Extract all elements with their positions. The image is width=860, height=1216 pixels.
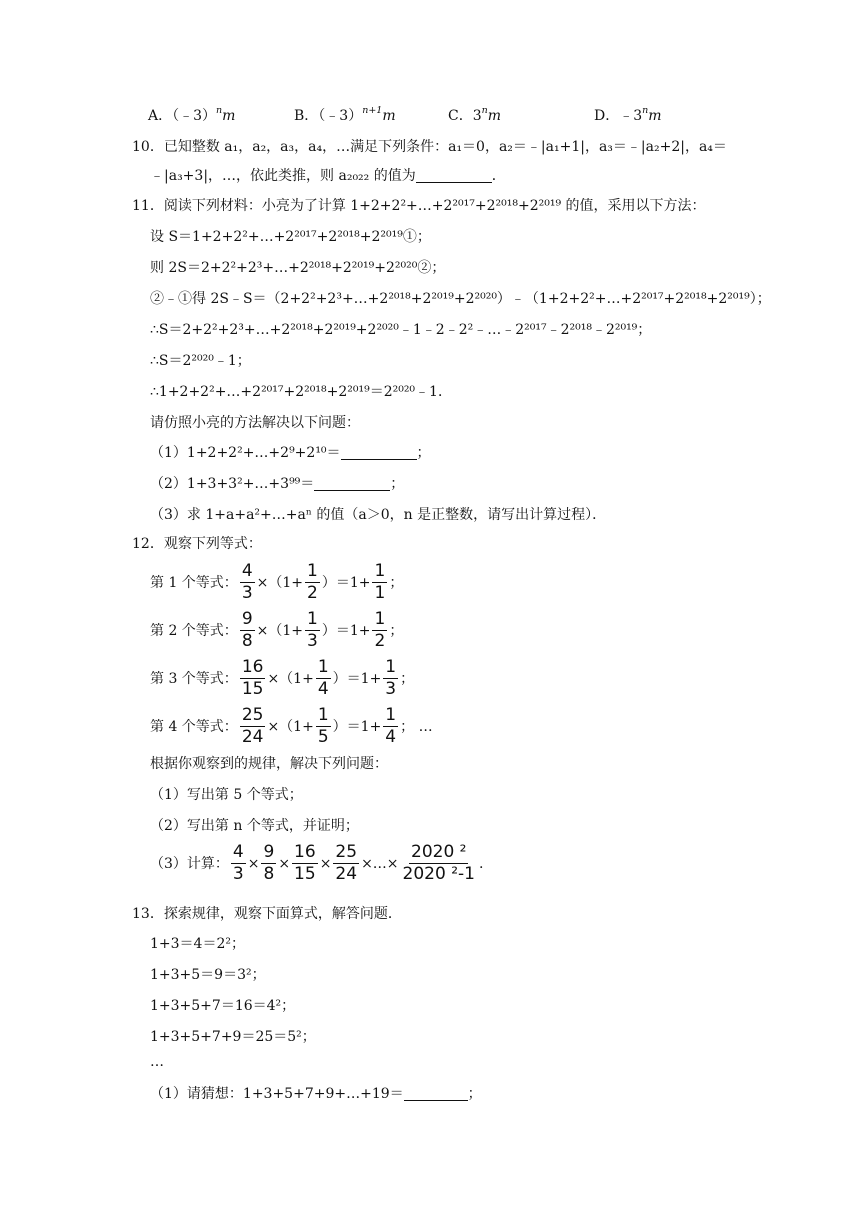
q12-eq-1: 第 1 个等式： $\frac{4}{3}$ ×（1+ $\frac{1}{2}$ ）＝1+ $\frac{1}{1}$ ； <box>150 561 404 603</box>
q12-rule: 根据你观察到的规律，解决下列问题： <box>150 756 388 772</box>
fraction: $\frac{1}{4}$ <box>385 705 397 747</box>
q10-answer-blank[interactable] <box>416 168 492 183</box>
q11-line2: 设 S＝1+2+2²+…+2²⁰¹⁷+2²⁰¹⁸+2²⁰¹⁹①； <box>150 229 431 245</box>
q12-eq-4: 第 4 个等式： $\frac{25}{24}$ ×（1+ $\frac{1}{5}$ ）＝1+ $\frac{1}{4}$ ； … <box>150 705 433 747</box>
q12-part1: （1）写出第 5 个等式； <box>150 787 303 803</box>
q11-line8: 请仿照小亮的方法解决以下问题： <box>150 415 360 431</box>
q11-line7: ∴1+2+2²+…+2²⁰¹⁷+2²⁰¹⁸+2²⁰¹⁹＝2²⁰²⁰﹣1． <box>150 384 452 400</box>
q11-line3: 则 2S＝2+2²+2³+…+2²⁰¹⁸+2²⁰¹⁹+2²⁰²⁰②； <box>150 260 446 276</box>
q9-option-a[interactable]: A．（﹣3）$^n$m <box>148 105 236 124</box>
q10-line2: ﹣|a₃+3|，…，依此类推，则 a₂₀₂₂ 的值为 ． <box>150 168 506 184</box>
fraction: $\frac{25}{24}$ <box>335 842 358 884</box>
q11-line1: 11．阅读下列材料：小亮为了计算 1+2+2²+…+2²⁰¹⁷+2²⁰¹⁸+2²⁰¹⁹ 的值，采用以下方法： <box>132 198 706 214</box>
fraction: $\frac{9}{8}$ <box>241 609 253 651</box>
q11-part1: （1）1+2+2²+…+2⁹+2¹⁰＝ ； <box>150 445 431 461</box>
fraction: $\frac{\text{2020 ²}}{\text{2020 ²-1}}$ <box>402 842 475 884</box>
q12-heading: 12．观察下列等式： <box>132 536 262 552</box>
fraction: $\frac{1}{1}$ <box>374 561 386 603</box>
q12-part2: （2）写出第 n 个等式，并证明； <box>150 818 359 834</box>
q9-option-d[interactable]: D．﹣3$^n$m <box>594 105 662 124</box>
fraction: $\frac{1}{3}$ <box>385 657 397 699</box>
q11-line5: ∴S＝2+2²+2³+…+2²⁰¹⁸+2²⁰¹⁹+2²⁰²⁰﹣1﹣2﹣2²﹣…﹣2²⁰¹⁷﹣2²⁰¹⁸﹣2²⁰¹⁹； <box>150 322 652 338</box>
q13-line-3: 1+3+5+7＝16＝4²； <box>150 998 296 1014</box>
q11-part2: （2）1+3+3²+…+3⁹⁹＝ ； <box>150 476 405 492</box>
q12-part3: （3）计算： $\frac{4}{3}$ × $\frac{9}{8}$ × $\frac{16}{15}$ × $\frac{25}{24}$ × … × $\frac{\text{2020 ²}}{\text{2020 ²-1}}$ . <box>150 842 484 884</box>
fraction: $\frac{1}{5}$ <box>317 705 329 747</box>
q13-line-1: 1+3＝4＝2²； <box>150 936 245 952</box>
q13-heading: 13．探索规律，观察下面算式，解答问题． <box>132 906 402 922</box>
fraction: $\frac{4}{3}$ <box>241 561 253 603</box>
q9-option-b[interactable]: B．（﹣3）$^{n+1}$m <box>294 105 396 124</box>
q11-part2-blank[interactable] <box>314 476 390 491</box>
fraction: $\frac{1}{4}$ <box>317 657 329 699</box>
q11-line6: ∴S＝2²⁰²⁰﹣1； <box>150 353 251 369</box>
q13-line-2: 1+3+5＝9＝3²； <box>150 967 266 983</box>
fraction: $\frac{1}{2}$ <box>374 609 386 651</box>
fraction: $\frac{25}{24}$ <box>241 705 264 747</box>
q13-part1: （1）请猜想：1+3+5+7+9+…+19＝ ； <box>150 1086 482 1102</box>
q9-option-c[interactable]: C．3$^n$m <box>448 105 502 124</box>
q13-line-5: … <box>150 1054 164 1070</box>
fraction: $\frac{4}{3}$ <box>232 842 244 884</box>
fraction: $\frac{16}{15}$ <box>294 842 316 884</box>
fraction: $\frac{1}{2}$ <box>307 561 318 603</box>
fraction: $\frac{16}{15}$ <box>241 657 264 699</box>
q13-line-4: 1+3+5+7+9＝25＝5²； <box>150 1029 316 1045</box>
fraction: $\frac{9}{8}$ <box>263 842 275 884</box>
fraction: $\frac{1}{3}$ <box>307 609 318 651</box>
q11-line4: ②﹣①得 2S﹣S＝（2+2²+2³+…+2²⁰¹⁸+2²⁰¹⁹+2²⁰²⁰）﹣（1+2+2²+…+2²⁰¹⁷+2²⁰¹⁸+2²⁰¹⁹）； <box>150 291 771 307</box>
q13-part1-blank[interactable] <box>404 1086 468 1101</box>
q10-line1: 10．已知整数 a₁，a₂，a₃，a₄，…满足下列条件：a₁＝0，a₂＝﹣|a₁+1|，a₃＝﹣|a₂+2|，a₄＝ <box>132 139 727 155</box>
q12-eq-2: 第 2 个等式： $\frac{9}{8}$ ×（1+ $\frac{1}{3}$ ）＝1+ $\frac{1}{2}$ ； <box>150 609 404 651</box>
q12-eq-3: 第 3 个等式： $\frac{16}{15}$ ×（1+ $\frac{1}{4}$ ）＝1+ $\frac{1}{3}$ ； <box>150 657 415 699</box>
q11-part3: （3）求 1+a+a²+…+aⁿ 的值（a＞0，n 是正整数，请写出计算过程）． <box>150 507 607 523</box>
q11-part1-blank[interactable] <box>341 445 417 460</box>
